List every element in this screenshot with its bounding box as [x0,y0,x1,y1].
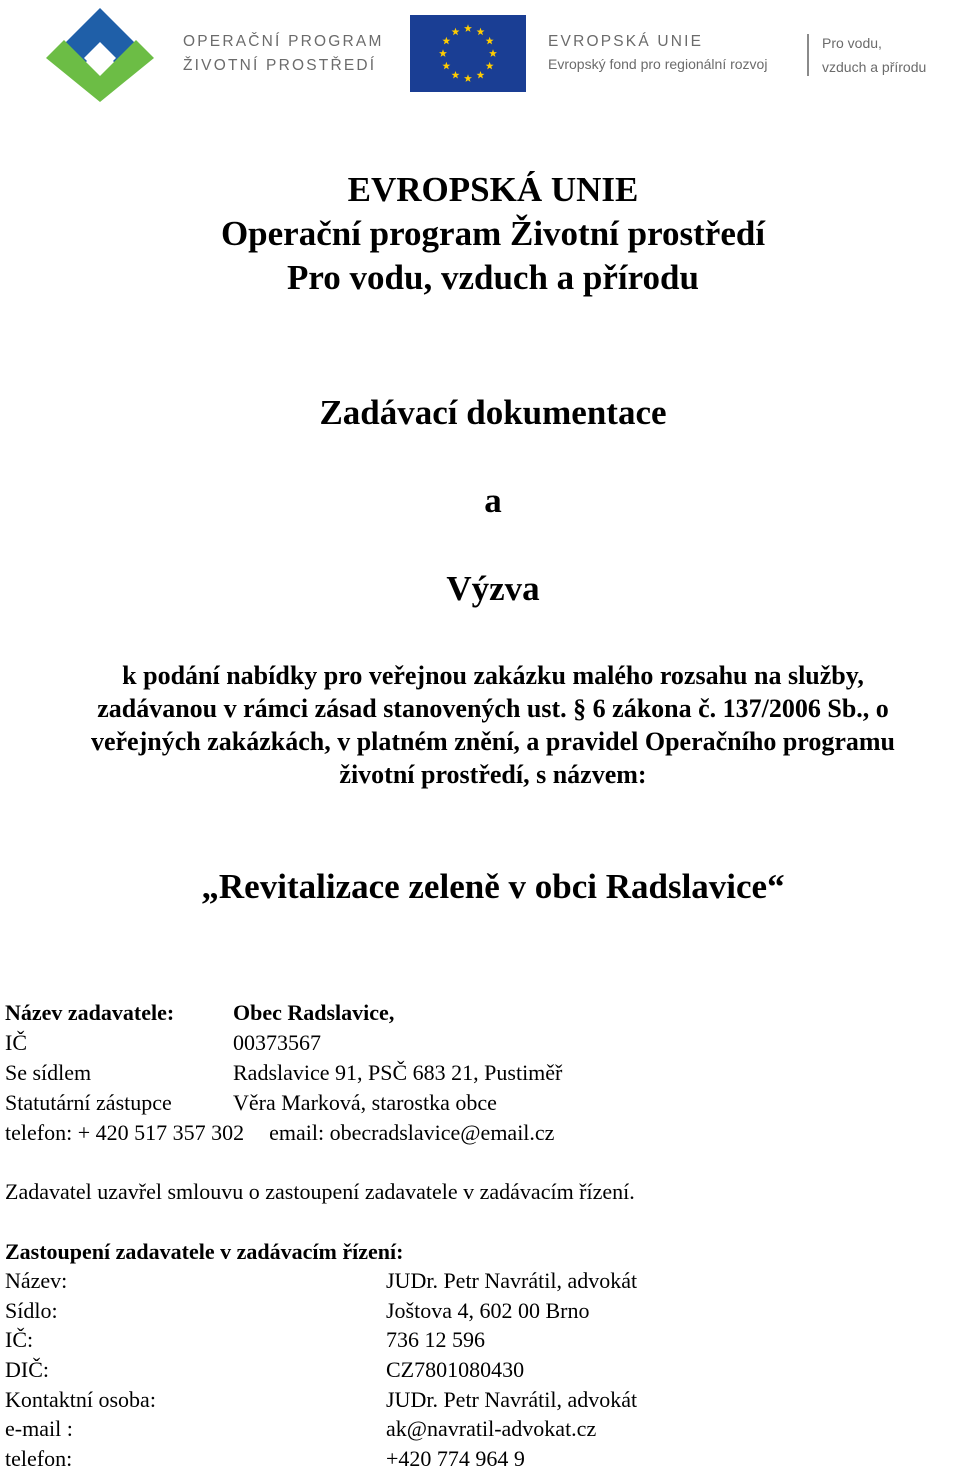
op-zp-logo [38,6,162,104]
conjunction: a [484,481,502,520]
rep-row [5,1355,524,1385]
doc-title: Zadávací dokumentace [319,393,667,432]
header-divider [807,34,809,76]
rep-value: 736 12 596 [386,1327,485,1352]
rep-value: JUDr. Petr Navrátil, advokát [386,1387,638,1412]
call-title: Výzva [446,569,540,608]
rep-value: CZ7801080430 [386,1357,525,1382]
slogan [822,31,926,79]
intro-line-4: životní prostředí, s názvem: [339,760,647,789]
op-program-wordmark [183,30,384,78]
rep-row [5,1444,525,1474]
rep-value: JUDr. Petr Navrátil, advokát [386,1268,638,1293]
eu-flag-icon [410,15,526,92]
authority-rep-value: Věra Marková, starostka obce [233,1090,497,1115]
rep-label: Název: [5,1268,68,1293]
rep-row [5,1414,596,1444]
rep-label: Sídlo: [5,1298,58,1323]
title-line-2: Operační program Životní prostředí [220,214,766,253]
authority-email: email: obecradslavice@email.cz [269,1120,555,1145]
authority-name-row [5,998,394,1028]
op-line-2: ŽIVOTNÍ PROSTŘEDÍ [183,57,377,74]
intro-line-2: zadávanou v rámci zásad stanovených ust. § 6 zákona č. 137/2006 Sb., o [97,694,889,723]
op-line-1: OPERAČNÍ PROGRAM [183,33,384,50]
authority-ic-value: 00373567 [233,1030,321,1055]
title-line-3: Pro vodu, vzduch a přírodu [287,258,699,297]
authority-phone: telefon: + 420 517 357 302 [5,1120,245,1145]
rep-value: +420 774 964 9 [386,1446,525,1471]
rep-row [5,1296,590,1326]
slogan-line-1: Pro vodu, [822,35,882,51]
authority-seat-value: Radslavice 91, PSČ 683 21, Pustiměř [233,1060,563,1085]
rep-label: e-mail : [5,1416,73,1441]
rep-row [5,1385,637,1415]
slogan-line-2: vzduch a přírodu [822,59,927,75]
representation-heading: Zastoupení zadavatele v zadávacím řízení: [5,1239,404,1264]
rep-row [5,1266,637,1296]
authority-rep-row [5,1088,497,1118]
authority-rep-label: Statutární zástupce [5,1090,172,1115]
eu-wordmark [548,30,767,74]
rep-value: Joštova 4, 602 00 Brno [386,1298,590,1323]
project-name: „Revitalizace zeleně v obci Radslavice“ [201,867,785,906]
eu-line-2: Evropský fond pro regionální rozvoj [548,56,768,72]
authority-seat-row [5,1058,562,1088]
main-title [0,168,960,300]
rep-row [5,1325,485,1355]
rep-label: DIČ: [5,1357,49,1382]
authority-ic-row [5,1028,321,1058]
intro-line-1: k podání nabídky pro veřejnou zakázku malého rozsahu na služby, [122,661,864,690]
agreement-note: Zadavatel uzavřel smlouvu o zastoupení zadavatele v zadávacím řízení. [5,1179,635,1204]
rep-label: IČ: [5,1327,34,1352]
rep-label: telefon: [5,1446,73,1471]
authority-name-label: Název zadavatele: [5,1000,175,1025]
rep-label: Kontaktní osoba: [5,1387,156,1412]
authority-ic-label: IČ [5,1030,27,1055]
intro-text [0,659,960,791]
intro-line-3: veřejných zakázkách, v platném znění, a pravidel Operačního programu [90,727,896,756]
title-line-1: EVROPSKÁ UNIE [347,170,639,209]
authority-seat-label: Se sídlem [5,1060,92,1085]
rep-value: ak@navratil-advokat.cz [386,1416,597,1441]
eu-line-1: EVROPSKÁ UNIE [548,33,704,50]
authority-contact-row [5,1118,554,1148]
authority-name-value: Obec Radslavice, [233,1000,395,1025]
